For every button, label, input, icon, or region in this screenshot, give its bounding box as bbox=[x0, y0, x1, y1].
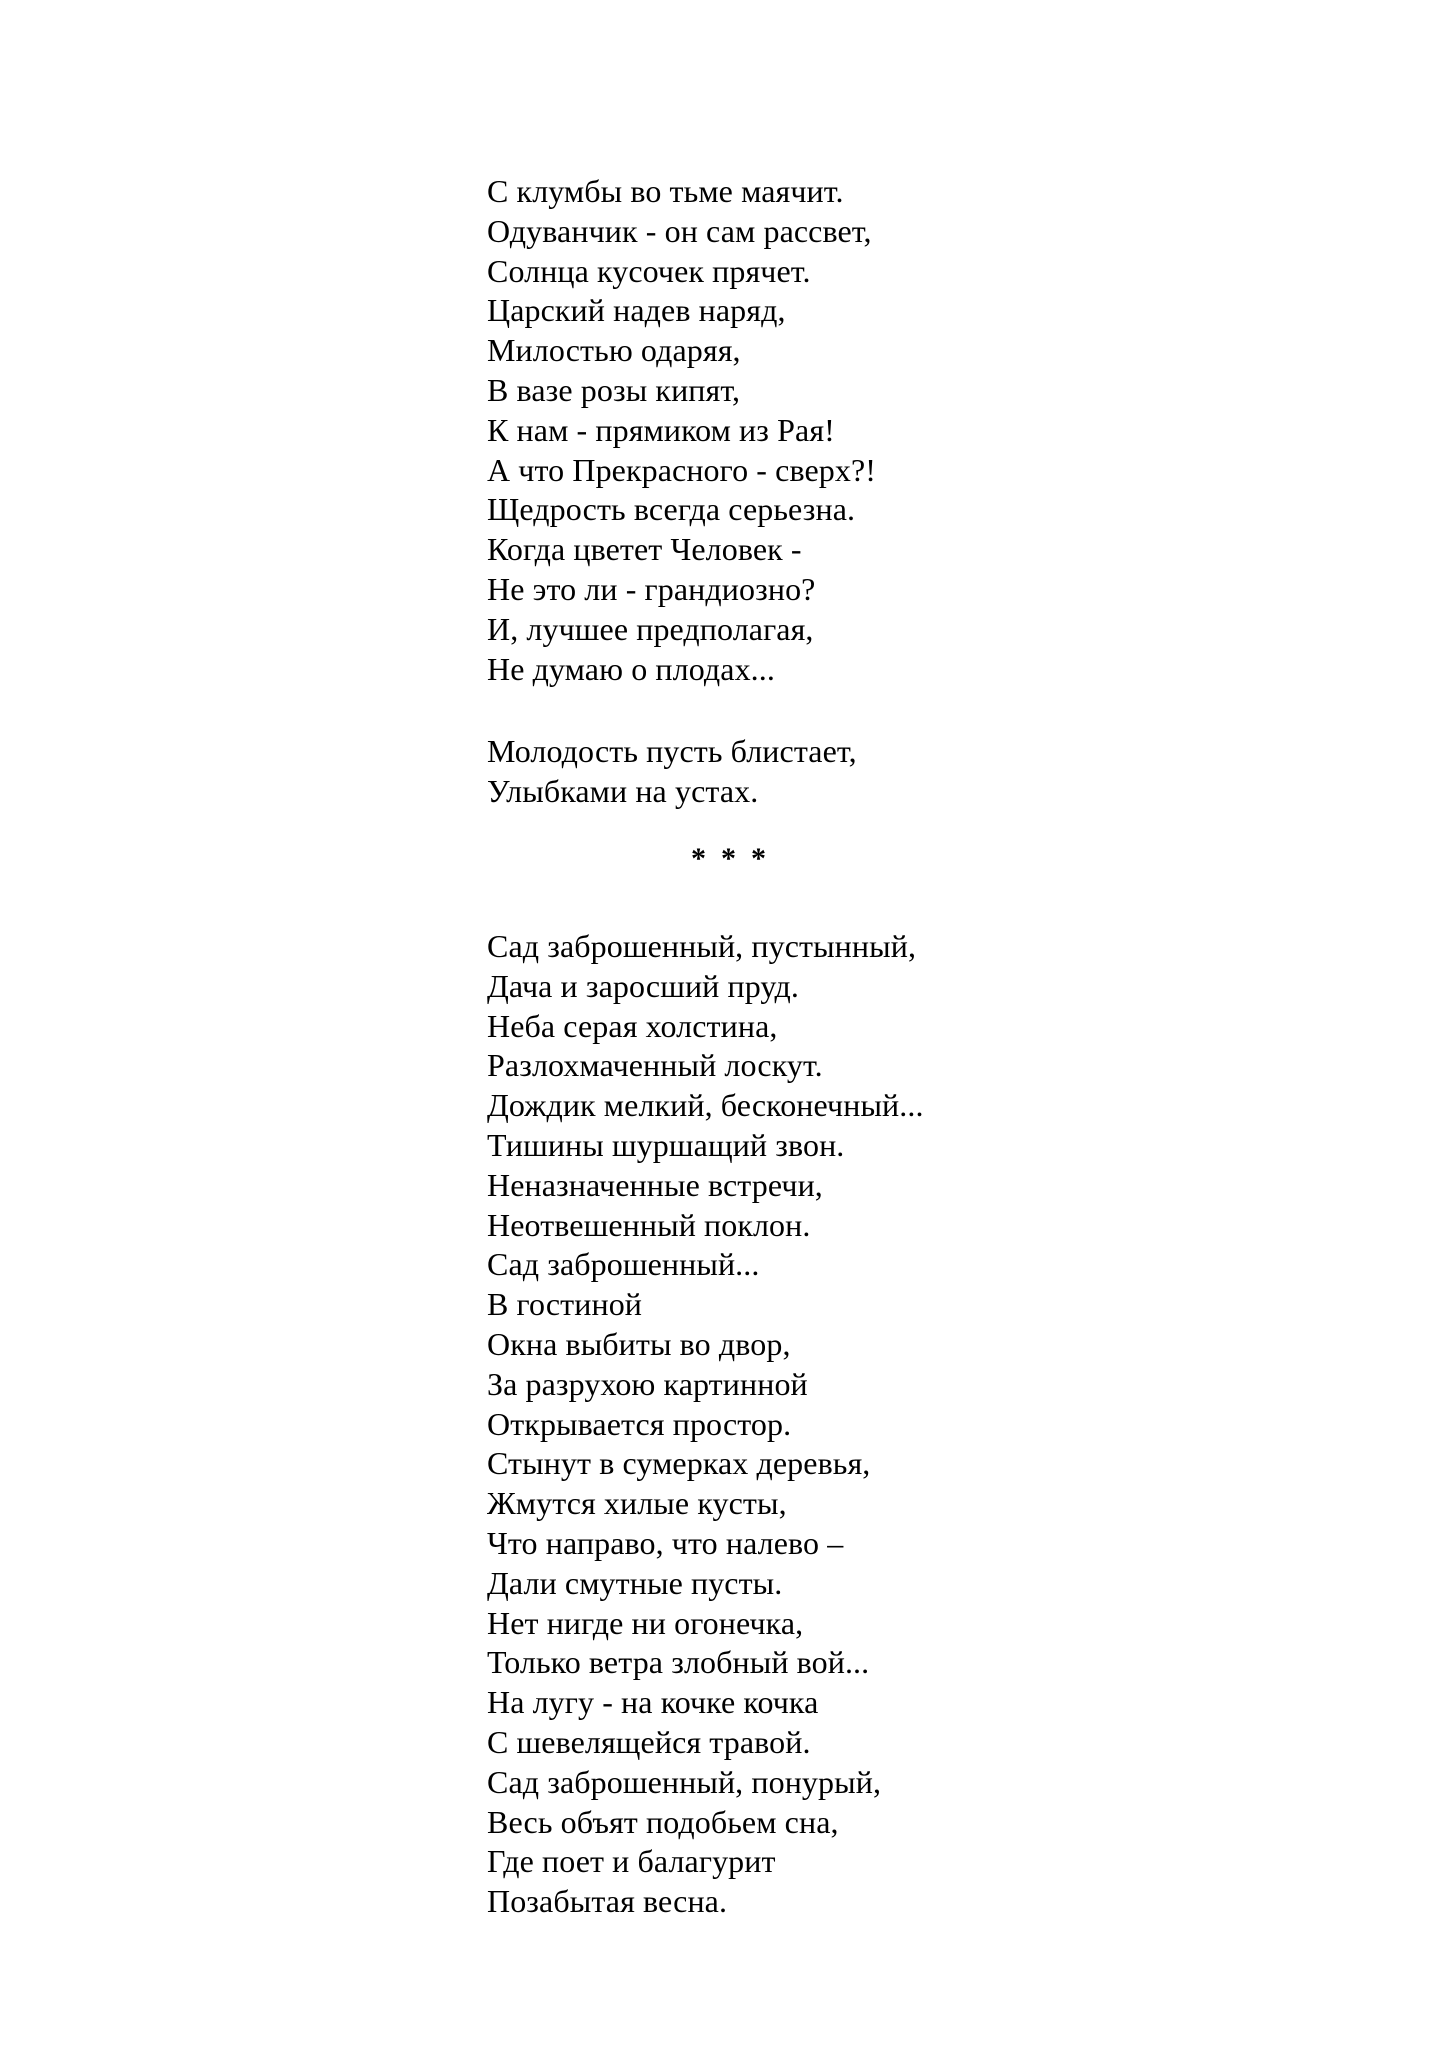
poem-line: Не думаю о плодах... bbox=[487, 650, 775, 687]
poem-line: Царский надев наряд, bbox=[487, 292, 786, 329]
poem-line: Весь объят подобьем сна, bbox=[487, 1803, 839, 1840]
poem-line: Дали смутные пусты. bbox=[487, 1564, 783, 1601]
poem-line: Неназначенные встречи, bbox=[487, 1166, 823, 1203]
poem-line: Неотвешенный поклон. bbox=[487, 1206, 811, 1243]
poem-line: Дача и заросший пруд. bbox=[487, 967, 799, 1004]
poem-line: Щедрость всегда серьезна. bbox=[487, 491, 856, 528]
poem-line: Милостью одаряя, bbox=[487, 332, 741, 369]
poem-line: В вазе розы кипят, bbox=[487, 371, 741, 408]
poem-line: Что направо, что налево – bbox=[487, 1524, 844, 1561]
poem-line: Дождик мелкий, бесконечный... bbox=[487, 1087, 924, 1124]
poem-line: Сад заброшенный, понурый, bbox=[487, 1763, 882, 1800]
poem-line: Где поет и балагурит bbox=[487, 1843, 776, 1880]
poem-line: В гостиной bbox=[487, 1286, 643, 1323]
poem-stanza-2 bbox=[487, 732, 857, 812]
poem-line: Неба серая холстина, bbox=[487, 1007, 778, 1044]
poem-line: Солнца кусочек прячет. bbox=[487, 252, 811, 289]
poem-line: Позабытая весна. bbox=[487, 1883, 728, 1920]
poem-line: С клумбы во тьме маячит. bbox=[487, 173, 844, 209]
poem-line: И, лучшее предполагая, bbox=[487, 610, 814, 647]
poem-line: Молодость пусть блистает, bbox=[487, 733, 857, 769]
poem-line: Не это ли - грандиозно? bbox=[487, 570, 816, 607]
poem-line: На лугу - на кочке кочка bbox=[487, 1684, 819, 1721]
poem-line: Стынут в сумерках деревья, bbox=[487, 1445, 871, 1482]
poem-stanza-1 bbox=[487, 172, 876, 689]
poem-line: Только ветра злобный вой... bbox=[487, 1644, 870, 1681]
poem-line: С шевелящейся травой. bbox=[487, 1723, 811, 1760]
poem-line: К нам - прямиком из Рая! bbox=[487, 411, 835, 448]
poem-stanza-3 bbox=[487, 927, 924, 1922]
poem-line: Жмутся хилые кусты, bbox=[487, 1485, 787, 1522]
poem-line: Когда цветет Человек - bbox=[487, 531, 802, 568]
poem-line: Улыбками на устах. bbox=[487, 772, 759, 809]
poem-line: Одуванчик - он сам рассвет, bbox=[487, 212, 872, 249]
poem-line: Тишины шуршащий звон. bbox=[487, 1126, 845, 1163]
poem-line: Сад заброшенный... bbox=[487, 1246, 760, 1283]
section-separator: * * * bbox=[691, 842, 766, 875]
poem-line: За разрухою картинной bbox=[487, 1365, 808, 1402]
poem-line: Открывается простор. bbox=[487, 1405, 792, 1442]
poem-line: Окна выбиты во двор, bbox=[487, 1325, 791, 1362]
poem-line: Разлохмаченный лоскут. bbox=[487, 1047, 823, 1084]
poem-line: А что Прекрасного - сверх?! bbox=[487, 451, 877, 488]
poem-line: Сад заброшенный, пустынный, bbox=[487, 928, 917, 964]
poem-line: Нет нигде ни огонечка, bbox=[487, 1604, 804, 1641]
